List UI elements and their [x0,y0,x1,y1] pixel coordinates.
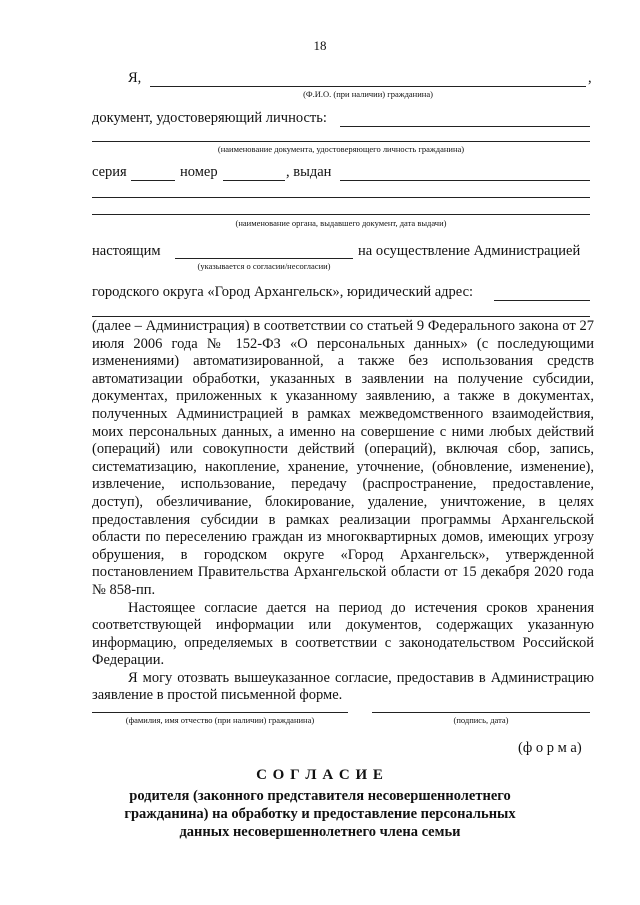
fio-field[interactable] [150,86,586,87]
form-subtitle-line-3: данных несовершеннолетнего члена семьи [179,824,461,840]
series-field[interactable] [131,180,175,181]
number-label: номер [180,164,218,180]
issuer-caption: (наименование органа, выдавшего документ, дата выдачи) [235,218,447,228]
fio-caption: (Ф.И.О. (при наличии) гражданина) [303,89,433,99]
consent-prefix: настоящим [92,243,161,259]
address-field[interactable] [494,300,590,301]
number-field[interactable] [223,180,285,181]
signature-date-caption: (подпись, дата) [453,715,509,725]
fio-prefix: Я, [128,70,142,86]
form-subtitle-line-1: родителя (законного представителя несовершеннолетнего [129,788,511,804]
series-label: серия [92,164,127,180]
issuer-field-line-3[interactable] [92,214,590,215]
doc-field-line-2[interactable] [92,141,590,142]
form-title: С О Г Л А С И Е [256,767,384,783]
address-field-line-2[interactable] [92,316,590,317]
signature-name-field[interactable] [92,712,348,713]
doc-label: документ, удостоверяющий личность: [92,110,327,126]
doc-caption: (наименование документа, удостоверяющего личность гражданина) [217,144,465,154]
form-label: (ф о р м а) [518,740,582,756]
issued-label: , выдан [286,164,332,180]
retention-paragraph: Настоящее согласие дается на период до истечения сроков хранения соответствующей информации или документов, содержащих указанную информацию, определяемых в соответствии с законодательством Российской Федерации. [92,599,594,669]
page-number: 18 [313,38,327,53]
doc-field[interactable] [340,126,590,127]
consent-field[interactable] [175,258,353,259]
consent-body [92,318,594,705]
issuer-field[interactable] [340,180,590,181]
signature-name-caption: (фамилия, имя отчество (при наличии) гражданина) [125,715,315,725]
fio-suffix: , [588,70,592,86]
form-subtitle-line-2: гражданина) на обработку и предоставление персональных [124,806,516,822]
main-paragraph: (далее – Администрация) в соответствии со статьей 9 Федерального закона от 27 июля 2006 года № 152-ФЗ «О персональных данных» (с последующими изменениями) автоматизированной, а также без использования средств автоматизации обработки, указанных в заявлении на получение субсидии, документах, приложенных к указанному заявлению, а также в документах, полученных Администрацией в рамках межведомственного взаимодействия, моих персональных данных, а именно на совершение с ними любых действий (операций) или совокупности действий (операций), включая сбор, запись, систематизацию, накопление, хранение, уточнение, (обновление, изменение), извлечение, использование, передачу (распространение, предоставление, доступ), обезличивание, блокирование, удаление, уничтожение, в целях предоставления субсидии в рамках реализации программы Архангельской области по переселению граждан из многоквартирных домов, имеющих угрозу обрушения, в городском округе «Город Архангельск», утвержденной постановлением Правительства Архангельской области от 15 декабря 2020 года № 858-пп. [92,318,594,598]
consent-suffix: на осуществление Администрацией [358,243,581,259]
address-label: городского округа «Город Архангельск», юридический адрес: [92,284,474,300]
revocation-paragraph: Я могу отозвать вышеуказанное согласие, предоставив в Администрацию заявление в простой письменной форме. [92,669,594,704]
issuer-field-line-2[interactable] [92,197,590,198]
consent-caption: (указывается о согласии/несогласии) [197,261,331,271]
signature-date-field[interactable] [372,712,590,713]
